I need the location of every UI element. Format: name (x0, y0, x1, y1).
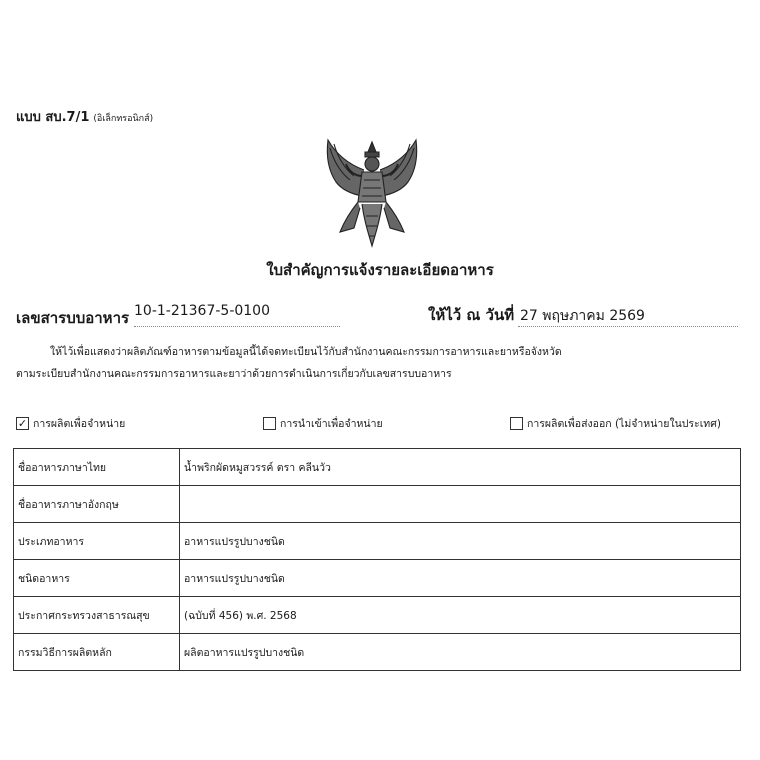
issued-label: ให้ไว้ ณ วันที่ (428, 306, 515, 324)
food-type-value: อาหารแปรรูปบางชนิด (180, 560, 741, 597)
ministry-notification-label: ประกาศกระทรวงสาธารณสุข (14, 597, 180, 634)
food-type-label: ชนิดอาหาร (14, 560, 180, 597)
form-code-note: (อิเล็กทรอนิกส์) (93, 114, 154, 124)
checkbox-unchecked-icon[interactable] (263, 417, 276, 430)
document-title: ใบสำคัญการแจ้งรายละเอียดอาหาร (266, 261, 494, 279)
registration-number-underline (134, 326, 340, 327)
thai-name-label: ชื่ออาหารภาษาไทย (14, 449, 180, 486)
purpose-import-checkbox[interactable] (263, 415, 383, 432)
statement-line-1: ให้ไว้เพื่อแสดงว่าผลิตภัณฑ์อาหารตามข้อมูลนี้ได้จดทะเบียนไว้กับสำนักงานคณะกรรมการอาหารและยาหรือจังหวัด (50, 346, 562, 358)
table-row (14, 597, 741, 634)
garuda-emblem-icon (318, 136, 426, 250)
form-code (16, 106, 153, 127)
table-row (14, 449, 741, 486)
form-code-text: แบบ สบ.7/1 (16, 110, 90, 125)
english-name-label: ชื่ออาหารภาษาอังกฤษ (14, 486, 180, 523)
table-row (14, 486, 741, 523)
table-row (14, 634, 741, 671)
production-process-value: ผลิตอาหารแปรรูปบางชนิด (180, 634, 741, 671)
english-name-value (180, 486, 741, 523)
issued-date: 27 พฤษภาคม 2569 (520, 308, 645, 324)
purpose-production-checkbox[interactable] (16, 415, 125, 432)
production-process-label: กรรมวิธีการผลิตหลัก (14, 634, 180, 671)
purpose-export-checkbox[interactable] (510, 415, 721, 432)
issued-date-underline (518, 326, 738, 327)
registration-label: เลขสารบบอาหาร (16, 309, 130, 327)
purpose-production-label: การผลิตเพื่อจำหน่าย (33, 418, 126, 430)
thai-name-value: น้ำพริกผัดหมูสวรรค์ ตรา คลีนวัว (180, 449, 741, 486)
table-row (14, 523, 741, 560)
registration-number: 10-1-21367-5-0100 (134, 303, 271, 319)
checkbox-unchecked-icon[interactable] (510, 417, 523, 430)
purpose-import-label: การนำเข้าเพื่อจำหน่าย (280, 418, 383, 430)
purpose-export-label: การผลิตเพื่อส่งออก (ไม่จำหน่ายในประเทศ) (527, 418, 721, 430)
food-category-value: อาหารแปรรูปบางชนิด (180, 523, 741, 560)
food-details-table (13, 448, 741, 671)
table-row (14, 560, 741, 597)
statement-line-2: ตามระเบียบสำนักงานคณะกรรมการอาหารและยาว่าด้วยการดำเนินการเกี่ยวกับเลขสารบบอาหาร (16, 368, 452, 380)
food-category-label: ประเภทอาหาร (14, 523, 180, 560)
checkbox-checked-icon[interactable]: ✓ (17, 417, 28, 430)
ministry-notification-value: (ฉบับที่ 456) พ.ศ. 2568 (180, 597, 741, 634)
